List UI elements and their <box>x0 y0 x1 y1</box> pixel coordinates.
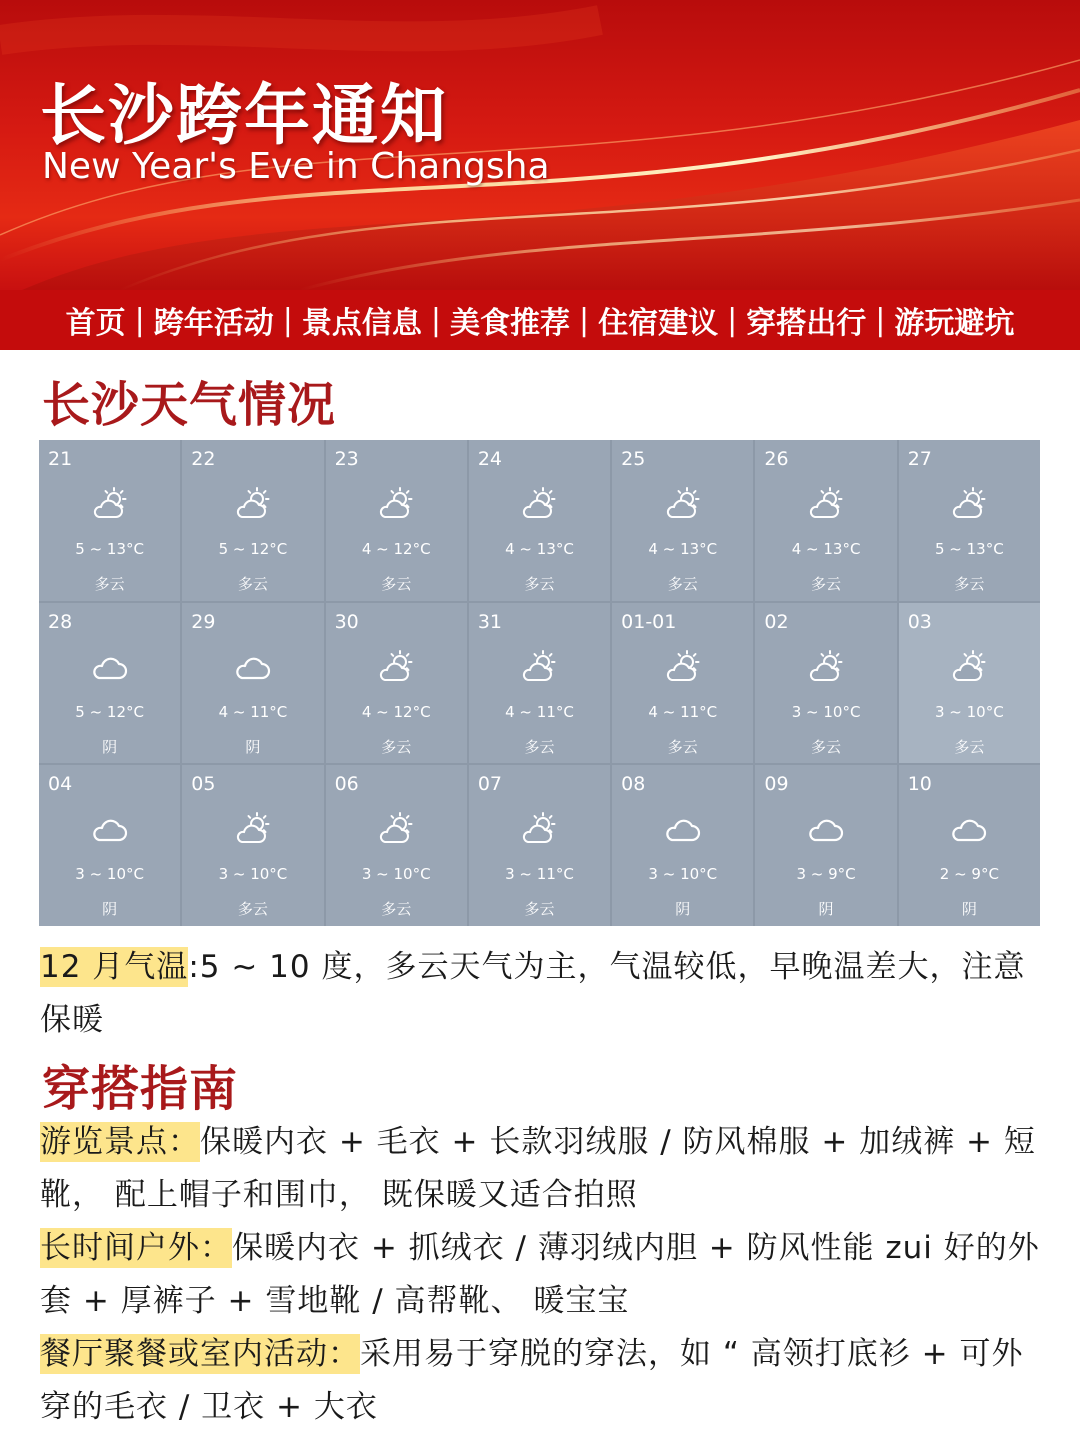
weather-day-cell <box>612 765 753 926</box>
nav-item-outfit-travel[interactable]: 穿搭出行 <box>746 306 867 341</box>
weather-heading: 长沙天气情况 <box>42 377 337 433</box>
weather-day-cell <box>469 603 610 764</box>
weather-day-temperature: 4 ~ 11°C <box>505 702 574 721</box>
weather-day-date: 05 <box>191 773 216 796</box>
cloud-icon <box>90 811 130 847</box>
outfit-item-indoor <box>40 1328 1050 1434</box>
outfit-item-text: 保暖内衣 + 毛衣 + 长款羽绒服 / 防风棉服 + 加绒裤 + 短靴， 配上帽子和围巾， 既保暖又适合拍照 <box>40 1124 1036 1213</box>
weather-day-condition: 多云 <box>94 575 125 593</box>
partly-cloudy-icon <box>519 486 559 522</box>
cloud-icon <box>90 649 130 685</box>
weather-day-temperature: 4 ~ 13°C <box>505 540 574 558</box>
weather-day-temperature: 5 ~ 13°C <box>75 540 144 558</box>
outfit-item-text: 保暖内衣 + 抓绒衣 / 薄羽绒内胆 + 防风性能 zui 好的外套 + 厚裤子 + 雪地靴 / 高帮靴、 暖宝宝 <box>40 1230 1040 1319</box>
weather-day-cell <box>39 603 180 764</box>
weather-day-temperature: 3 ~ 10°C <box>361 865 431 884</box>
weather-day-date: 08 <box>621 773 646 796</box>
partly-cloudy-icon <box>376 649 416 685</box>
nav-separator: | <box>727 302 738 338</box>
weather-day-date: 22 <box>191 448 216 470</box>
partly-cloudy-icon <box>376 811 416 847</box>
weather-day-temperature: 3 ~ 9°C <box>796 865 856 884</box>
weather-day-temperature: 3 ~ 10°C <box>648 865 718 884</box>
cloud-icon <box>806 811 846 847</box>
partly-cloudy-icon <box>90 486 130 522</box>
partly-cloudy-icon <box>949 486 989 522</box>
partly-cloudy-icon <box>519 811 559 847</box>
weather-day-date: 01-01 <box>621 610 677 633</box>
partly-cloudy-icon <box>519 649 559 685</box>
weather-day-cell <box>326 440 467 601</box>
weather-day-condition: 多云 <box>381 737 412 756</box>
partly-cloudy-icon <box>233 811 273 847</box>
weather-day-cell <box>182 603 323 764</box>
weather-day-temperature: 3 ~ 10°C <box>218 865 288 884</box>
weather-day-date: 09 <box>764 773 789 796</box>
page-title: 长沙跨年通知 <box>40 77 448 154</box>
weather-day-date: 27 <box>907 448 932 470</box>
weather-day-condition: 多云 <box>237 575 268 593</box>
nav-item-attractions[interactable]: 景点信息 <box>301 306 422 341</box>
weather-day-temperature: 5 ~ 12°C <box>75 702 144 721</box>
outfit-item-label: 长时间户外： <box>40 1230 232 1266</box>
weather-day-date: 07 <box>477 773 503 796</box>
weather-day-cell <box>182 765 323 926</box>
weather-summary-text: :5 ~ 10 度，多云天气为主，气温较低，早晚温差大，注意保暖 <box>40 949 1026 1038</box>
weather-day-temperature: 3 ~ 10°C <box>791 702 861 721</box>
weather-day-cell <box>469 440 610 601</box>
weather-day-condition: 多云 <box>524 900 555 919</box>
weather-day-date: 21 <box>48 448 73 470</box>
weather-day-date: 31 <box>477 610 503 633</box>
weather-summary-label: 12 月气温 <box>40 949 189 985</box>
weather-day-condition: 多云 <box>811 575 842 593</box>
nav-item-tips[interactable]: 游玩避坑 <box>894 306 1015 341</box>
partly-cloudy-icon <box>376 486 416 522</box>
weather-day-condition: 多云 <box>381 575 412 593</box>
cloud-icon <box>233 649 273 685</box>
weather-day-cell <box>755 765 896 926</box>
weather-day-condition: 多云 <box>524 737 555 756</box>
weather-day-cell <box>39 440 180 601</box>
weather-day-condition: 多云 <box>954 575 985 593</box>
weather-day-date: 30 <box>334 610 359 633</box>
nav-separator: | <box>430 302 441 338</box>
nav-item-accommodation[interactable]: 住宿建议 <box>598 306 719 341</box>
weather-day-condition: 阴 <box>961 900 977 919</box>
nav-bar <box>0 290 1080 350</box>
weather-day-date: 29 <box>191 610 216 633</box>
weather-day-temperature: 5 ~ 12°C <box>218 540 288 558</box>
weather-day-temperature: 4 ~ 11°C <box>218 702 288 721</box>
outfit-item-text: 采用易于穿脱的穿法，如 “ 高领打底衫 + 可外穿的毛衣 / 卫衣 + 大衣 <box>40 1336 1024 1425</box>
weather-day-date: 03 <box>907 610 932 633</box>
weather-day-condition: 多云 <box>811 737 842 756</box>
weather-summary <box>40 941 1050 1047</box>
nav-item-home[interactable]: 首页 <box>65 306 126 341</box>
nav-separator: | <box>134 302 145 338</box>
weather-day-cell <box>469 765 610 926</box>
weather-day-cell <box>326 603 467 764</box>
weather-day-condition: 阴 <box>675 900 691 919</box>
nav-separator: | <box>875 302 886 338</box>
outfit-item-label: 游览景点： <box>40 1124 200 1160</box>
weather-day-condition: 多云 <box>667 737 698 756</box>
partly-cloudy-icon <box>663 649 703 685</box>
weather-day-date: 10 <box>907 773 932 796</box>
partly-cloudy-icon <box>806 649 846 685</box>
weather-forecast-grid <box>39 440 1040 926</box>
weather-day-condition: 阴 <box>102 900 118 919</box>
partly-cloudy-icon <box>806 486 846 522</box>
cloud-icon <box>663 811 703 847</box>
weather-day-condition: 多云 <box>667 575 698 593</box>
weather-day-cell <box>899 603 1040 764</box>
weather-day-temperature: 4 ~ 13°C <box>648 540 718 558</box>
header-banner <box>0 0 1080 290</box>
weather-day-cell <box>899 765 1040 926</box>
partly-cloudy-icon <box>663 486 703 522</box>
weather-day-cell <box>612 440 753 601</box>
weather-day-cell <box>39 765 180 926</box>
outfit-item-sightseeing <box>40 1116 1050 1222</box>
weather-day-cell <box>755 440 896 601</box>
weather-day-temperature: 5 ~ 13°C <box>934 540 1004 558</box>
nav-separator: | <box>282 302 293 338</box>
weather-day-condition: 阴 <box>245 737 261 756</box>
weather-day-date: 25 <box>621 448 646 470</box>
weather-day-date: 28 <box>48 610 73 633</box>
weather-day-temperature: 4 ~ 13°C <box>791 540 861 558</box>
page-subtitle: New Year's Eve in Changsha <box>42 146 550 187</box>
weather-day-date: 02 <box>764 610 789 633</box>
weather-day-condition: 阴 <box>818 900 834 919</box>
weather-day-cell <box>612 603 753 764</box>
weather-day-temperature: 2 ~ 9°C <box>939 865 999 884</box>
weather-day-cell <box>899 440 1040 601</box>
weather-day-date: 23 <box>334 448 359 470</box>
weather-day-temperature: 3 ~ 10°C <box>934 702 1004 721</box>
weather-day-temperature: 4 ~ 11°C <box>648 702 718 721</box>
weather-day-condition: 多云 <box>954 737 985 756</box>
weather-day-temperature: 4 ~ 12°C <box>361 540 431 558</box>
weather-day-cell <box>182 440 323 601</box>
nav-item-food[interactable]: 美食推荐 <box>450 306 570 341</box>
nav-separator: | <box>579 302 590 338</box>
partly-cloudy-icon <box>949 649 989 685</box>
weather-day-cell <box>755 603 896 764</box>
cloud-icon <box>949 811 989 847</box>
partly-cloudy-icon <box>233 486 273 522</box>
weather-day-date: 26 <box>764 448 789 470</box>
weather-day-date: 24 <box>477 448 503 470</box>
weather-day-date: 04 <box>48 773 73 796</box>
nav-item-new-year-events[interactable]: 跨年活动 <box>153 306 274 341</box>
weather-day-condition: 多云 <box>381 900 412 919</box>
outfit-item-label: 餐厅聚餐或室内活动： <box>40 1336 360 1372</box>
weather-day-condition: 多云 <box>524 575 555 593</box>
weather-day-temperature: 3 ~ 11°C <box>505 865 574 884</box>
weather-day-temperature: 3 ~ 10°C <box>75 865 144 884</box>
weather-day-date: 06 <box>334 773 359 796</box>
weather-day-condition: 阴 <box>102 737 118 756</box>
outfit-item-outdoor <box>40 1222 1050 1328</box>
weather-day-cell <box>326 765 467 926</box>
outfit-heading: 穿搭指南 <box>42 1061 239 1117</box>
weather-day-condition: 多云 <box>237 900 268 919</box>
weather-day-temperature: 4 ~ 12°C <box>361 702 431 721</box>
